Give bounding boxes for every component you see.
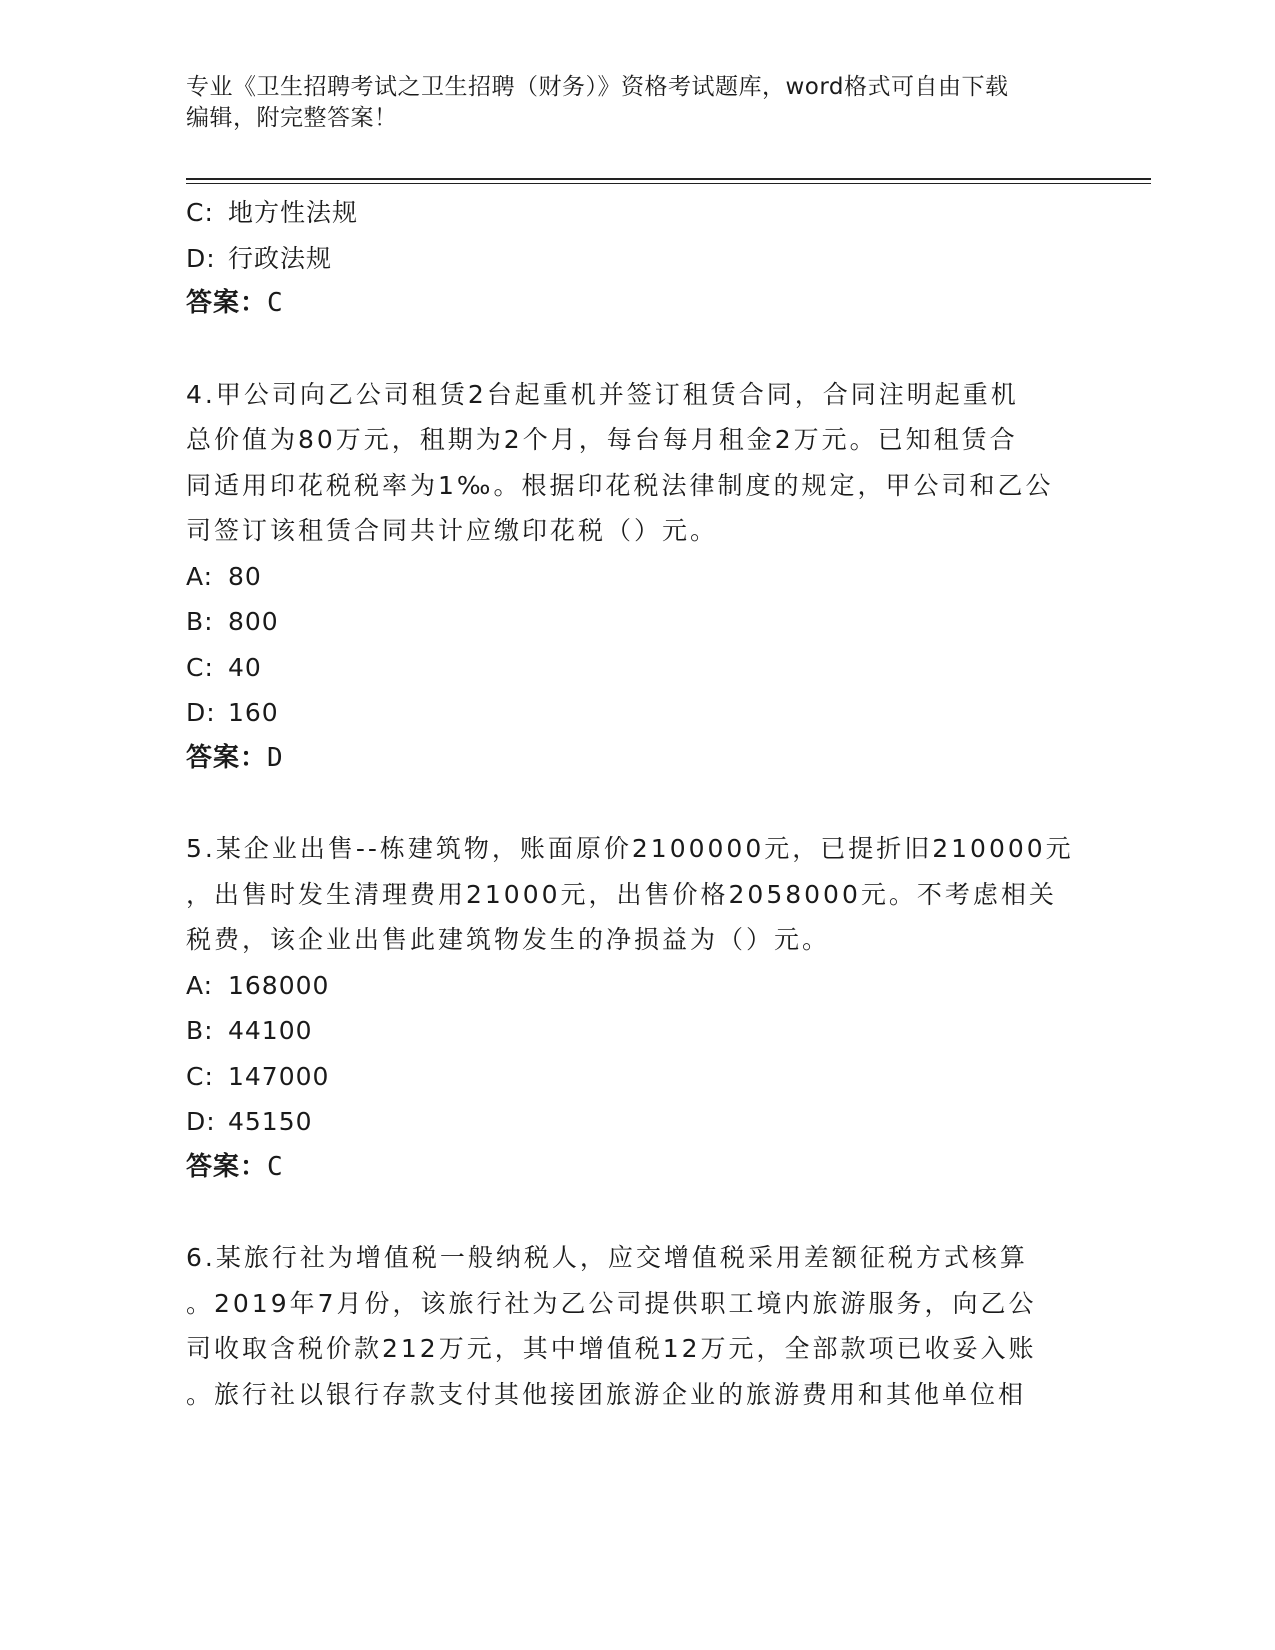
question-text-line: 6.某旅行社为增值税一般纳税人，应交增值税采用差额征税方式核算 — [186, 1243, 1028, 1272]
question-text-line: 司签订该租赁合同共计应缴印花税（）元。 — [186, 516, 719, 545]
option-d: D: 45150 — [186, 1107, 313, 1136]
option-d: D: 160 — [186, 698, 279, 727]
option-c: C: 147000 — [186, 1061, 330, 1091]
header-line-1: 专业《卫生招聘考试之卫生招聘（财务）》资格考试题库，word格式可自由下载 — [186, 74, 1009, 100]
question-text-line: 总价值为80万元，租期为2个月，每台每月租金2万元。已知租赁合 — [186, 425, 1018, 454]
option-a: A: 168000 — [186, 970, 330, 1000]
option-b: B: 44100 — [186, 1016, 313, 1045]
document-body — [186, 190, 1086, 1417]
option-d: D: 行政法规 — [186, 243, 333, 273]
question-4 — [186, 372, 1086, 782]
answer-line: 答案：D — [186, 742, 284, 773]
header-rule-thin — [186, 183, 1151, 184]
question-text-line: 同适用印花税税率为1‰。根据印花税法律制度的规定，甲公司和乙公 — [186, 470, 1054, 500]
question-text-line: 税费，该企业出售此建筑物发生的净损益为（）元。 — [186, 925, 831, 954]
question-text-line: 。2019年7月份，该旅行社为乙公司提供职工境内旅游服务，向乙公 — [186, 1288, 1037, 1318]
question-6 — [186, 1235, 1086, 1417]
question-text-line: ，出售时发生清理费用21000元，出售价格2058000元。不考虑相关 — [186, 879, 1057, 909]
option-c: C: 40 — [186, 652, 262, 682]
header-line-2: 编辑，附完整答案！ — [186, 105, 398, 131]
question-3-tail — [186, 190, 1086, 327]
answer-line: 答案：C — [186, 288, 284, 318]
answer-line: 答案：C — [186, 1151, 284, 1182]
question-text-line: 4.甲公司向乙公司租赁2台起重机并签订租赁合同，合同注明起重机 — [186, 379, 1019, 409]
question-text-line: 司收取含税价款212万元，其中增值税12万元，全部款项已收妥入账 — [186, 1334, 1037, 1363]
option-c: C: 地方性法规 — [186, 198, 359, 227]
question-5 — [186, 826, 1086, 1190]
question-text-line: 5.某企业出售--栋建筑物，账面原价2100000元，已提折旧210000元 — [186, 834, 1074, 863]
option-b: B: 800 — [186, 607, 279, 636]
option-a: A: 80 — [186, 561, 262, 591]
document-header — [186, 72, 1086, 134]
question-text-line: 。旅行社以银行存款支付其他接团旅游企业的旅游费用和其他单位相 — [186, 1379, 1027, 1409]
header-rule-thick — [186, 178, 1151, 180]
